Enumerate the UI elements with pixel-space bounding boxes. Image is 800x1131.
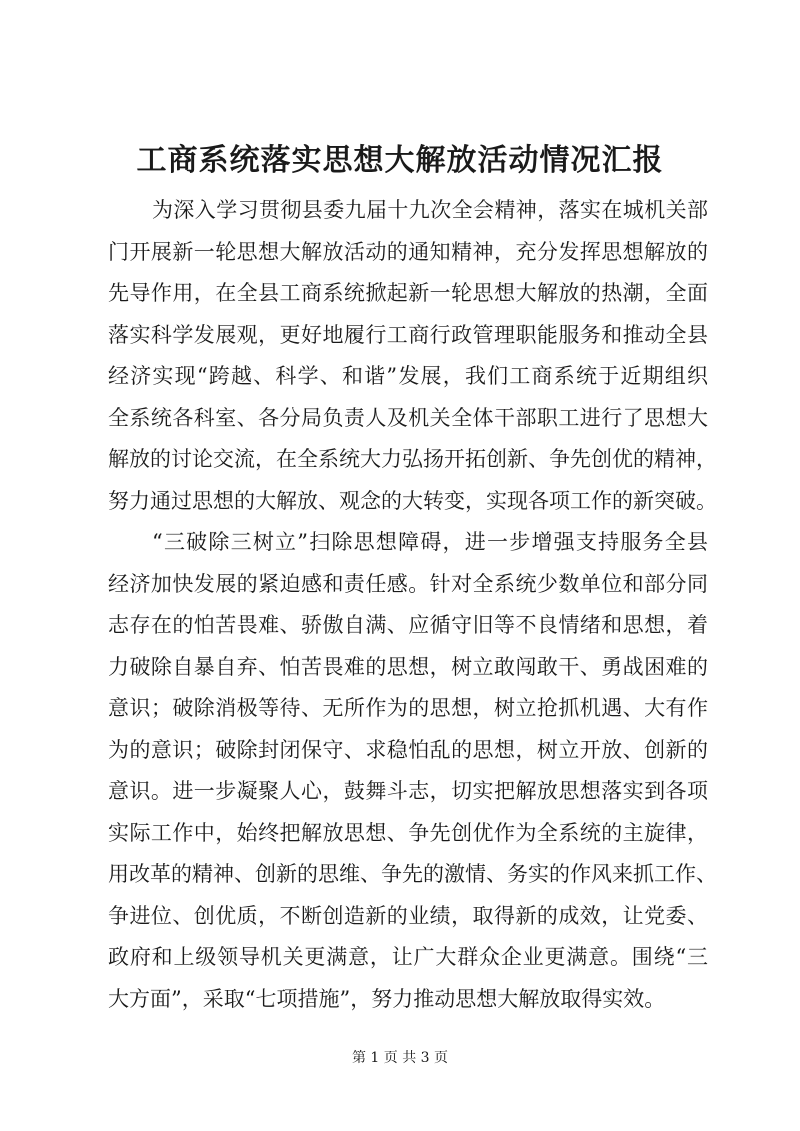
- paragraph-1-line-2: 门开展新一轮思想大解放活动的通知精神，充分发挥思想解放的: [108, 239, 708, 264]
- paragraph-1-line-1: 为深入学习贯彻县委九届十九次全会精神，落实在城机关部: [152, 198, 708, 222]
- paragraph-1-line-3: 先导作用，在全县工商系统掀起新一轮思想大解放的热潮，全面: [108, 281, 708, 305]
- paragraph-2-line-4: 力破除自暴自弃、怕苦畏难的思想，树立敢闯敢干、勇战困难的: [108, 654, 708, 679]
- paragraph-2-line-8: 实际工作中，始终把解放思想、争先创优作为全系统的主旋律，: [108, 820, 708, 845]
- paragraph-2-line-9: 用改革的精神、创新的思维、争先的激情、务实的作风来抓工作、: [108, 862, 717, 886]
- paragraph-2-line-12: 大方面”，采取“七项措施”，努力推动思想大解放取得实效。: [108, 986, 666, 1011]
- paragraph-2-line-7: 意识。进一步凝聚人心，鼓舞斗志，切实把解放思想落实到各项: [108, 779, 708, 803]
- paragraph-2-line-2: 经济加快发展的紧迫感和责任感。针对全系统少数单位和部分同: [108, 571, 708, 596]
- paragraph-1-line-4: 落实科学发展观，更好地履行工商行政管理职能服务和推动全县: [108, 322, 708, 347]
- document-title: 工商系统落实思想大解放活动情况汇报: [136, 143, 664, 178]
- paragraph-1-line-8: 努力通过思想的大解放、观念的大转变，实现各项工作的新突破。: [108, 488, 717, 513]
- paragraph-2-line-1: “三破除三树立”扫除思想障碍，进一步增强支持服务全县: [152, 530, 708, 554]
- paragraph-1-line-5: 经济实现“跨越、科学、和谐”发展，我们工商系统于近期组织: [108, 364, 708, 388]
- document-body: [108, 190, 717, 1020]
- page-footer: 第 1 页 共 3 页: [351, 1050, 449, 1066]
- paragraph-2-line-10: 争进位、创优质，不断创造新的业绩，取得新的成效，让党委、: [108, 903, 708, 928]
- paragraph-1-line-6: 全系统各科室、各分局负责人及机关全体干部职工进行了思想大: [108, 405, 708, 430]
- paragraph-2-line-5: 意识；破除消极等待、无所作为的思想，树立抢抓机遇、大有作: [108, 696, 708, 720]
- paragraph-2-line-3: 志存在的怕苦畏难、骄傲自满、应循守旧等不良情绪和思想，着: [108, 613, 708, 637]
- paragraph-1-line-7: 解放的讨论交流，在全系统大力弘扬开拓创新、争先创优的精神，: [108, 447, 717, 471]
- paragraph-2-line-11: 政府和上级领导机关更满意，让广大群众企业更满意。围绕“三: [108, 945, 708, 969]
- paragraph-2-line-6: 为的意识；破除封闭保守、求稳怕乱的思想，树立开放、创新的: [108, 737, 708, 762]
